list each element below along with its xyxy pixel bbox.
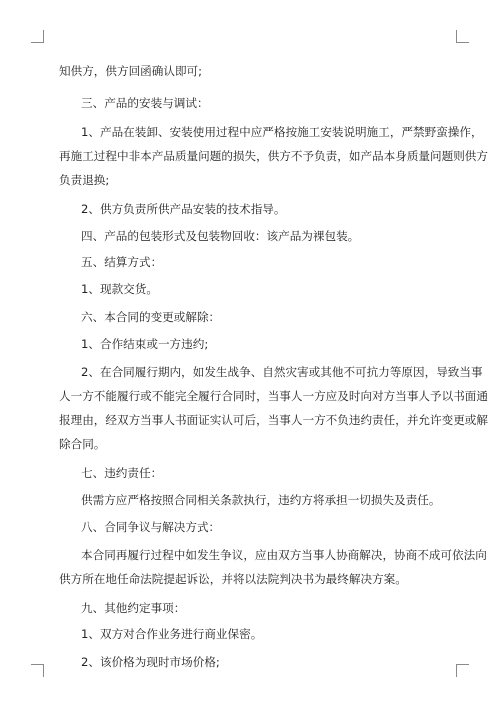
section-heading-installation: 三、产品的安装与调试： xyxy=(81,96,209,110)
section-heading-settlement: 五、结算方式： xyxy=(81,255,163,269)
paragraph-line: 人一方不能履行或不能完全履行合同时，当事人一方应及时向对方当事人予以书面通 xyxy=(59,389,488,403)
section-heading-liability: 七、违约责任： xyxy=(81,466,163,480)
section-heading-packaging: 四、产品的包装形式及包装物回收：该产品为裸包装。 xyxy=(81,229,360,243)
section-heading-amendment: 六、本合同的变更或解除： xyxy=(81,310,221,324)
paragraph-line: 供需方应严格按照合同相关条款执行，违约方将承担一切损失及责任。 xyxy=(81,493,441,507)
crop-mark-top-right xyxy=(456,30,469,43)
paragraph-line: 本合同再履行过程中如发生争议，应由双方当事人协商解决，协商不成可依法向 xyxy=(81,548,487,562)
paragraph-line: 除合同。 xyxy=(59,437,106,451)
paragraph-line: 再施工过程中非本产品质量问题的损失，供方不予负责，如产品本身质量问题则供方 xyxy=(59,149,488,163)
paragraph-line: 供方所在地任命法院提起诉讼，并将以法院判决书为最终解决方案。 xyxy=(59,572,407,586)
section-heading-dispute: 八、合同争议与解决方式： xyxy=(81,520,221,534)
paragraph-line: 知供方，供方回函确认即可; xyxy=(59,64,203,78)
paragraph-line: 2、该价格为现时市场价格; xyxy=(81,655,220,669)
paragraph-line: 报理由，经双方当事人书面证实认可后，当事人一方不负违约责任，并允许变更或解 xyxy=(59,413,488,427)
crop-mark-bottom-left xyxy=(31,664,44,677)
crop-mark-top-left xyxy=(31,30,44,43)
paragraph-line: 负责退换; xyxy=(59,173,110,187)
paragraph-line: 1、现款交货。 xyxy=(81,282,158,296)
crop-mark-bottom-right xyxy=(456,664,469,677)
paragraph-line: 2、供方负责所供产品安装的技术指导。 xyxy=(81,202,286,216)
paragraph-line: 1、双方对合作业务进行商业保密。 xyxy=(81,627,263,641)
section-heading-other: 九、其他约定事项： xyxy=(81,601,186,615)
paragraph-line: 1、合作结束或一方违约; xyxy=(81,337,209,351)
paragraph-line: 1、产品在装卸、安装使用过程中应严格按施工安装说明施工，严禁野蛮操作， xyxy=(81,125,483,139)
paragraph-line: 2、在合同履行期内，如发生战争、自然灾害或其他不可抗力等原因，导致当事 xyxy=(81,365,483,379)
